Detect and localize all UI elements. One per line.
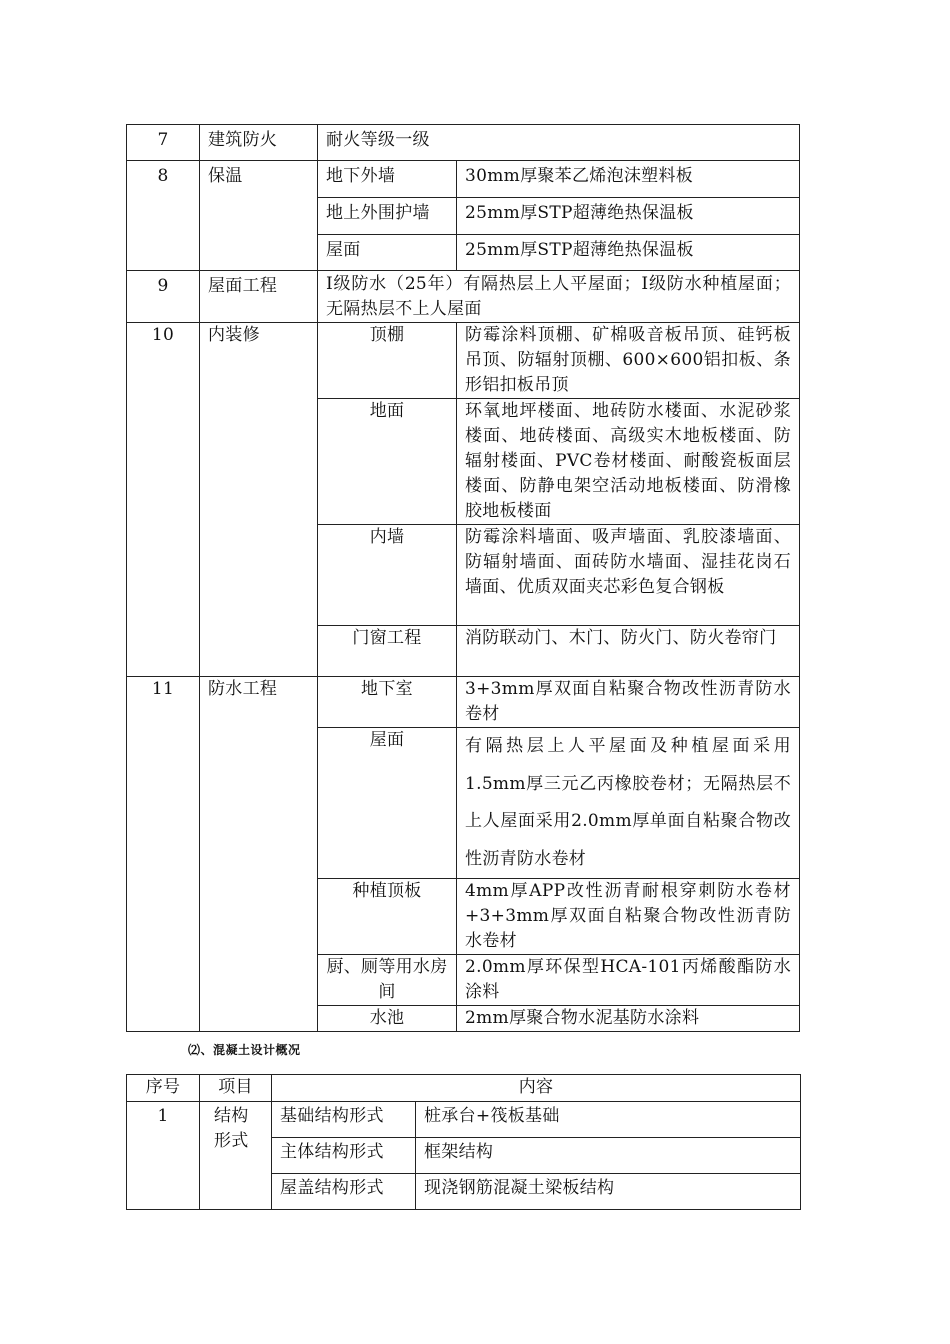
sub-content: 25mm厚STP超薄绝热保温板 [457,198,800,235]
sub-content: 25mm厚STP超薄绝热保温板 [457,235,800,271]
row-item: 内装修 [200,323,318,677]
sub-content: 30mm厚聚苯乙烯泡沫塑料板 [457,161,800,198]
concrete-design-table [126,1074,801,1210]
sub-item: 地面 [318,399,457,525]
sub-content: 环氧地坪楼面、地砖防水楼面、水泥砂浆楼面、地砖楼面、高级实木地板楼面、防辐射楼面、PVC卷材楼面、耐酸瓷板面层楼面、防静电架空活动地板楼面、防滑橡胶地板楼面 [457,399,800,525]
row-number: 10 [127,323,200,677]
sub-content: 现浇钢筋混凝土梁板结构 [416,1174,801,1210]
sub-item: 水池 [318,1006,457,1032]
sub-content: 桩承台+筏板基础 [416,1102,801,1138]
sub-content: 有隔热层上人平屋面及种植屋面采用1.5mm厚三元乙丙橡胶卷材；无隔热层不上人屋面采用2.0mm厚单面自粘聚合物改性沥青防水卷材 [457,728,800,879]
sub-item: 厨、厕等用水房间 [318,955,457,1006]
row-number: 9 [127,271,200,323]
row-item: 结构形式 [200,1102,272,1210]
table-row [127,323,800,399]
sub-item: 屋盖结构形式 [272,1174,416,1210]
table-row [127,125,800,161]
sub-item: 地下室 [318,677,457,728]
sub-item: 种植顶板 [318,879,457,955]
building-overview-table [126,124,800,1032]
sub-content: 2mm厚聚合物水泥基防水涂料 [457,1006,800,1032]
sub-item: 地下外墙 [318,161,457,198]
sub-item: 屋面 [318,728,457,879]
row-number: 7 [127,125,200,161]
table-row [127,271,800,323]
sub-content: 防霉涂料顶棚、矿棉吸音板吊顶、硅钙板吊顶、防辐射顶棚、600×600铝扣板、条形铝扣板吊顶 [457,323,800,399]
sub-content: 框架结构 [416,1138,801,1174]
table-header-row [127,1075,801,1102]
sub-content: 3+3mm厚双面自粘聚合物改性沥青防水卷材 [457,677,800,728]
header-content: 内容 [272,1075,801,1102]
row-item: 防水工程 [200,677,318,1032]
table-row [127,677,800,728]
sub-content: 4mm厚APP改性沥青耐根穿刺防水卷材+3+3mm厚双面自粘聚合物改性沥青防水卷材 [457,879,800,955]
sub-item: 内墙 [318,525,457,626]
section-heading: ⑵、混凝土设计概况 [188,1043,301,1057]
header-no: 序号 [127,1075,200,1102]
sub-item: 地上外围护墙 [318,198,457,235]
table-row [127,161,800,198]
row-number: 8 [127,161,200,271]
row-content: Ⅰ级防水（25年）有隔热层上人平屋面；Ⅰ级防水种植屋面；无隔热层不上人屋面 [318,271,800,323]
row-number: 1 [127,1102,200,1210]
row-item: 屋面工程 [200,271,318,323]
table-row [127,1102,801,1138]
row-item: 建筑防火 [200,125,318,161]
sub-item: 屋面 [318,235,457,271]
sub-content: 防霉涂料墙面、吸声墙面、乳胶漆墙面、防辐射墙面、面砖防水墙面、湿挂花岗石墙面、优质双面夹芯彩色复合钢板 [457,525,800,626]
row-content: 耐火等级一级 [318,125,800,161]
header-item: 项目 [200,1075,272,1102]
sub-content: 消防联动门、木门、防火门、防火卷帘门 [457,626,800,677]
sub-item: 基础结构形式 [272,1102,416,1138]
row-number: 11 [127,677,200,1032]
sub-item: 门窗工程 [318,626,457,677]
row-item: 保温 [200,161,318,271]
sub-content: 2.0mm厚环保型HCA-101丙烯酸酯防水涂料 [457,955,800,1006]
sub-item: 顶棚 [318,323,457,399]
sub-item: 主体结构形式 [272,1138,416,1174]
